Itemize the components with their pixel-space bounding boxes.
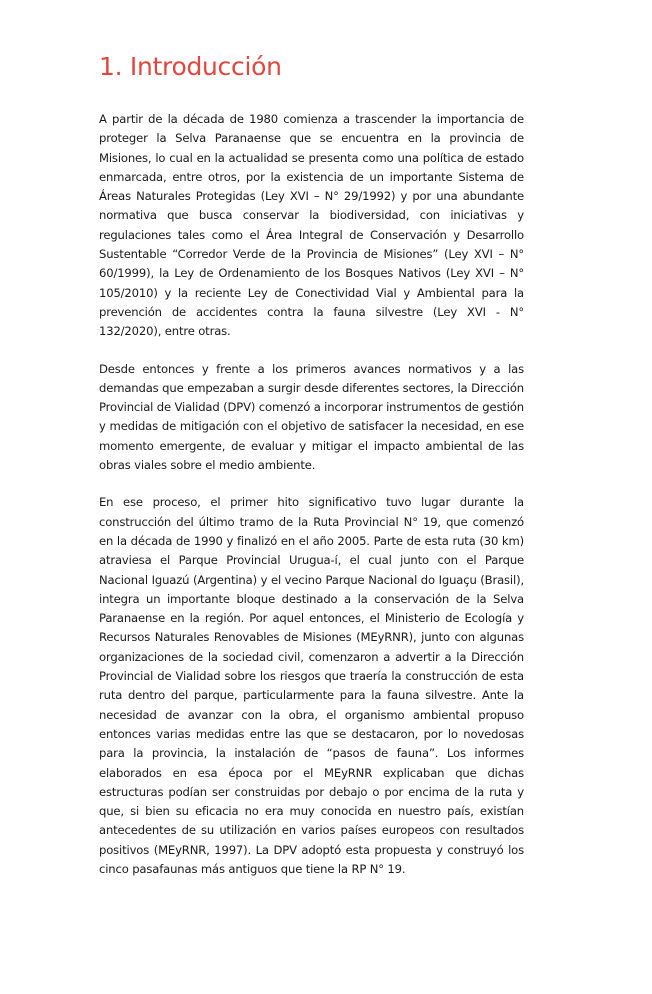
paragraph-3: En ese proceso, el primer hito significativo tuvo lugar durante la construcción del último tramo de la Ruta Provincial N° 19, que comenzó en la década de 1990 y finalizó en el año 2005. Parte de esta ruta (30 km) atraviesa el Parque Provincial Urugua-í, el cual junto con el Parque Nacional Iguazú (Argentina) y el vecino Parque Nacional do Iguaçu (Brasil), integra un importante bloque destinado a la conservación de la Selva Paranaense en la región. Por aquel entonces, el Ministerio de Ecología y Recursos Naturales Renovables de Misiones (MEyRNR), junto con algunas organizaciones de la sociedad civil, comenzaron a advertir a la Dirección Provincial de Vialidad sobre los riesgos que traería la construcción de esta ruta dentro del parque, particularmente para la fauna silvestre. Ante la necesidad de avanzar con la obra, el organismo ambiental propuso entonces varias medidas entre las que se destacaron, por lo novedosas para la provincia, la instalación de “pasos de fauna”. Los informes elaborados en esa época por el MEyRNR explicaban que dichas estructuras podían ser construidas por debajo o por encima de la ruta y que, si bien su eficacia no era muy conocida en nuestro país, existían antecedentes de su utilización en varios países europeos con resultados positivos (MEyRNR, 1997). La DPV adoptó esta propuesta y construyó los cinco pasafaunas más antiguos que tiene la RP N° 19. [99, 495, 524, 876]
paragraph-1: A partir de la década de 1980 comienza a trascender la importancia de proteger la Selva Paranaense que se encuentra en la provincia de Misiones, lo cual en la actualidad se presenta como una política de estado enmarcada, entre otros, por la existencia de un importante Sistema de Áreas Naturales Protegidas (Ley XVI – N° 29/1992) y por una abundante normativa que busca conservar la biodiversidad, con iniciativas y regulaciones tales como el Área Integral de Conservación y Desarrollo Sustentable “Corredor Verde de la Provincia de Misiones” (Ley XVI – N° 60/1999), la Ley de Ordenamiento de los Bosques Nativos (Ley XVI – N° 105/2010) y la reciente Ley de Conectividad Vial y Ambiental para la prevención de accidentes contra la fauna silvestre (Ley XVI - N° 132/2020), entre otras. [99, 112, 524, 339]
paragraph-2: Desde entonces y frente a los primeros avances normativos y a las demandas que empezaban a surgir desde diferentes sectores, la Dirección Provincial de Vialidad (DPV) comenzó a incorporar instrumentos de gestión y medidas de mitigación con el objetivo de satisfacer la necesidad, en ese momento emergente, de evaluar y mitigar el impacto ambiental de las obras viales sobre el medio ambiente. [99, 361, 524, 473]
section-title: 1. Introducción [99, 52, 282, 81]
